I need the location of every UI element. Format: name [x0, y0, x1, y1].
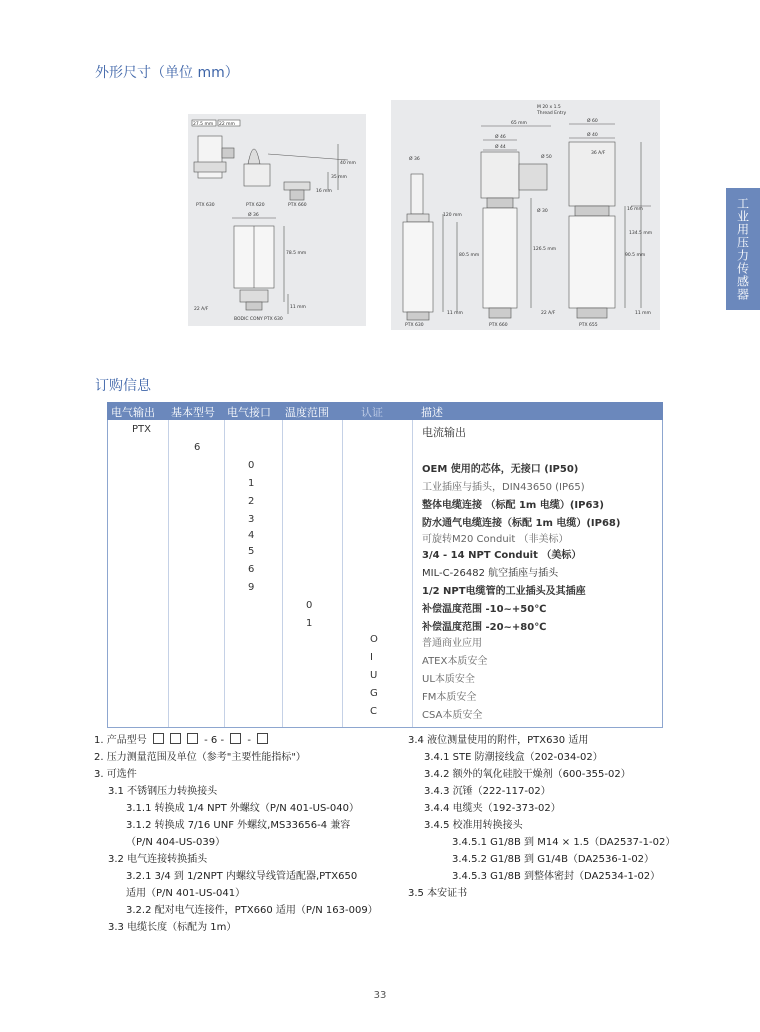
- dim-label: 120 mm: [443, 213, 462, 218]
- table-description: 普通商业应用: [422, 638, 482, 649]
- note-line: 3.2.1 3/4 到 1/2NPT 内螺纹导线管适配器,PTX650: [126, 871, 358, 882]
- table-description: 3/4 - 14 NPT Conduit （美标）: [422, 550, 582, 561]
- note-line: 3.4.3 沉锤（222-117-02）: [424, 786, 551, 797]
- model-label: PTX 660: [489, 323, 508, 328]
- dim-label: Ø 50: [541, 155, 552, 160]
- note-line: 2. 压力测量范围及单位（参考"主要性能指标"）: [94, 752, 306, 763]
- note-line: 3.4.5.1 G1/8B 到 M14 × 1.5（DA2537-1-02）: [452, 837, 676, 848]
- header-output: 电气输出: [111, 406, 155, 419]
- dim-label: Ø 40: [587, 133, 598, 138]
- note-line: 3.1.1 转换成 1/4 NPT 外螺纹（P/N 401-US-040）: [126, 803, 359, 814]
- table-code: 3: [248, 514, 255, 525]
- table-description: 1/2 NPT电缆管的工业插头及其插座: [422, 586, 586, 597]
- table-code: PTX: [132, 424, 151, 435]
- drawing-right-svg: [391, 100, 660, 330]
- note-line: 3.5 本安证书: [408, 888, 468, 899]
- note-line: 1. 产品型号 - 6 - -: [94, 731, 271, 746]
- note-line: 3.4 液位测量使用的附件，PTX630 适用: [408, 735, 589, 746]
- table-description: ATEX本质安全: [422, 656, 488, 667]
- dimensions-title: 外形尺寸（单位 mm）: [95, 65, 239, 81]
- note-line: 3. 可选件: [94, 769, 137, 780]
- dim-label: 11 mm: [290, 305, 306, 310]
- dim-label: 22 A/F: [541, 311, 556, 316]
- model-box: [153, 733, 164, 744]
- table-description: 工业插座与插头，DIN43650 (IP65): [422, 482, 585, 493]
- dim-label: M 20 x 1.5: [537, 105, 561, 110]
- dim-label: 27.5 mm: [193, 122, 214, 127]
- table-code: 1: [248, 478, 255, 489]
- ordering-title: 订购信息: [95, 378, 151, 394]
- dim-label: 35 mm: [331, 175, 347, 180]
- table-code: I: [370, 652, 373, 663]
- table-header: [107, 402, 663, 420]
- table-code: C: [370, 706, 377, 717]
- note-line: 3.4.1 STE 防潮接线盒（202-034-02）: [424, 752, 603, 763]
- dim-label: Ø 36: [248, 213, 259, 218]
- note-line: 3.2.2 配对电气连接件，PTX660 适用（P/N 163-009）: [126, 905, 378, 916]
- dim-label: 16 mm: [316, 189, 332, 194]
- dimension-drawing-left: [188, 114, 366, 326]
- dim-label: Ø 30: [537, 209, 548, 214]
- header-connector: 电气接口: [227, 406, 271, 419]
- table-description: 整体电缆连接 （标配 1m 电缆）(IP63): [422, 500, 604, 511]
- dim-label: Ø 46: [495, 135, 506, 140]
- table-code: 0: [248, 460, 255, 471]
- header-temp: 温度范围: [285, 406, 329, 419]
- note-line: 3.4.5 校准用转换接头: [424, 820, 523, 831]
- table-code: 9: [248, 582, 255, 593]
- dim-label: 78.5 mm: [286, 251, 307, 256]
- table-code: 5: [248, 546, 255, 557]
- table-description: 补偿温度范围 -20~+80℃: [422, 622, 547, 633]
- page-number: 33: [373, 990, 387, 1001]
- note-line: 适用（P/N 401-US-041）: [126, 888, 246, 899]
- dim-label: 65 mm: [511, 121, 527, 126]
- table-code: 6: [248, 564, 255, 575]
- table-description: MIL-C-26482 航空插座与插头: [422, 568, 559, 579]
- dim-label: Ø 44: [495, 145, 506, 150]
- model-label: PTX 655: [579, 323, 598, 328]
- header-desc: 描述: [421, 406, 443, 419]
- dim-label: 134.5 mm: [629, 231, 653, 236]
- model-label: PTX 620: [246, 203, 265, 208]
- dim-label: 22 mm: [219, 122, 235, 127]
- note-line: 3.1.2 转换成 7/16 UNF 外螺纹,MS33656-4 兼容: [126, 820, 351, 831]
- model-box: [187, 733, 198, 744]
- dim-label: 40 mm: [340, 161, 356, 166]
- table-code: G: [370, 688, 378, 699]
- header-cert: 认证: [361, 406, 383, 419]
- model-label: PTX 630: [196, 203, 215, 208]
- dim-label: 126.5 mm: [533, 247, 557, 252]
- model-label: PTX 630: [405, 323, 424, 328]
- table-description: 补偿温度范围 -10~+50℃: [422, 604, 547, 615]
- table-description: UL本质安全: [422, 674, 475, 685]
- table-code: 6: [194, 442, 201, 453]
- note-line: 3.4.5.2 G1/8B 到 G1/4B（DA2536-1-02）: [452, 854, 655, 865]
- note-line: 3.3 电缆长度（标配为 1m）: [108, 922, 237, 933]
- dim-label: 22 A/F: [194, 307, 209, 312]
- dim-label: Thread Entry: [537, 111, 567, 116]
- table-description: 可旋转M20 Conduit （非美标）: [422, 534, 569, 545]
- header-model: 基本型号: [171, 406, 215, 419]
- table-code: O: [370, 634, 378, 645]
- model-box: [170, 733, 181, 744]
- side-tab: 工业用压力传感器: [726, 188, 760, 310]
- ordering-table: [107, 402, 663, 728]
- model-label: BODIC CONY PTX 630: [234, 317, 283, 322]
- note-line: 3.4.4 电缆夹（192-373-02）: [424, 803, 561, 814]
- dim-label: 36 A/F: [591, 151, 606, 156]
- note-line: 3.2 电气连接转换插头: [108, 854, 208, 865]
- table-description: 防水通气电缆连接（标配 1m 电缆）(IP68): [422, 518, 621, 529]
- dim-label: 11 mm: [447, 311, 463, 316]
- notes-left: [94, 731, 404, 941]
- note-line: 3.4.2 额外的氧化硅胶干燥剂（600-355-02）: [424, 769, 631, 780]
- dim-label: 80.5 mm: [459, 253, 480, 258]
- model-label: PTX 660: [288, 203, 307, 208]
- table-description: 电流输出: [422, 426, 466, 439]
- notes-right: [408, 731, 708, 911]
- dim-label: Ø 60: [587, 119, 598, 124]
- note-line: （P/N 404-US-039）: [126, 837, 226, 848]
- note-line: 3.4.5.3 G1/8B 到整体密封（DA2534-1-02）: [452, 871, 661, 882]
- table-description: OEM 使用的芯体，无接口 (IP50): [422, 464, 579, 475]
- table-code: 4: [248, 530, 255, 541]
- table-body: [107, 420, 663, 728]
- table-description: CSA本质安全: [422, 710, 483, 721]
- note-line: 3.1 不锈钢压力转换接头: [108, 786, 218, 797]
- drawing-left-svg: [188, 114, 366, 326]
- table-code: 1: [306, 618, 313, 629]
- dim-label: 16 mm: [627, 207, 643, 212]
- model-box: [257, 733, 268, 744]
- dimension-drawing-right: [391, 100, 660, 330]
- table-code: U: [370, 670, 378, 681]
- dim-label: 90.5 mm: [625, 253, 646, 258]
- dim-label: 11 mm: [635, 311, 651, 316]
- table-code: 0: [306, 600, 313, 611]
- dim-label: Ø 36: [409, 157, 420, 162]
- table-code: 2: [248, 496, 255, 507]
- model-box: [230, 733, 241, 744]
- table-description: FM本质安全: [422, 692, 477, 703]
